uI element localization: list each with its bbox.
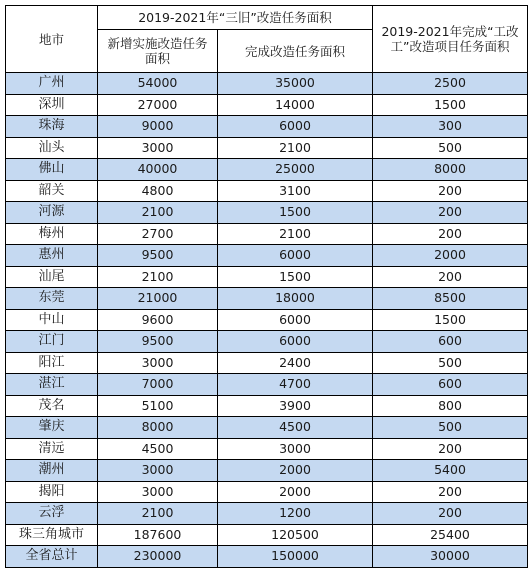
table-row: [6, 94, 528, 116]
new-task-cell: 187600: [98, 524, 218, 546]
city-cell: 汕头: [6, 137, 98, 159]
completed-task-cell: 25000: [218, 159, 373, 181]
new-task-cell: 7000: [98, 374, 218, 396]
gonggai-cell: 25400: [373, 524, 528, 546]
header-sanjiu-group: 2019-2021年“三旧”改造任务面积: [98, 6, 373, 30]
gonggai-cell: 200: [373, 223, 528, 245]
gonggai-cell: 200: [373, 481, 528, 503]
new-task-cell: 54000: [98, 73, 218, 95]
gonggai-cell: 8000: [373, 159, 528, 181]
city-cell: 汕尾: [6, 266, 98, 288]
city-cell: 珠三角城市: [6, 524, 98, 546]
city-cell: 全省总计: [6, 546, 98, 568]
gonggai-cell: 200: [373, 202, 528, 224]
gonggai-cell: 1500: [373, 94, 528, 116]
completed-task-cell: 18000: [218, 288, 373, 310]
gonggai-cell: 200: [373, 503, 528, 525]
new-task-cell: 3000: [98, 460, 218, 482]
table-row: [6, 524, 528, 546]
completed-task-cell: 3100: [218, 180, 373, 202]
table-row: [6, 223, 528, 245]
table-row: [6, 460, 528, 482]
new-task-cell: 4500: [98, 438, 218, 460]
completed-task-cell: 6000: [218, 331, 373, 353]
table-row: [6, 503, 528, 525]
header-new-task: 新增实施改造任务面积: [98, 30, 218, 73]
city-cell: 茂名: [6, 395, 98, 417]
new-task-cell: 2100: [98, 266, 218, 288]
new-task-cell: 21000: [98, 288, 218, 310]
completed-task-cell: 1500: [218, 266, 373, 288]
gonggai-cell: 500: [373, 137, 528, 159]
gonggai-cell: 600: [373, 331, 528, 353]
table-row: [6, 180, 528, 202]
new-task-cell: 2700: [98, 223, 218, 245]
completed-task-cell: 150000: [218, 546, 373, 568]
completed-task-cell: 2000: [218, 481, 373, 503]
city-cell: 阳江: [6, 352, 98, 374]
table-row: [6, 352, 528, 374]
gonggai-cell: 2000: [373, 245, 528, 267]
city-cell: 湛江: [6, 374, 98, 396]
table-row: [6, 546, 528, 568]
new-task-cell: 9600: [98, 309, 218, 331]
completed-task-cell: 4700: [218, 374, 373, 396]
new-task-cell: 9500: [98, 245, 218, 267]
new-task-cell: 27000: [98, 94, 218, 116]
table-row: [6, 137, 528, 159]
completed-task-cell: 2400: [218, 352, 373, 374]
table-row: [6, 202, 528, 224]
header-completed-task: 完成改造任务面积: [218, 30, 373, 73]
renovation-area-table: [5, 5, 528, 568]
gonggai-cell: 800: [373, 395, 528, 417]
city-cell: 清远: [6, 438, 98, 460]
table-row: [6, 374, 528, 396]
gonggai-cell: 30000: [373, 546, 528, 568]
completed-task-cell: 2100: [218, 137, 373, 159]
table-row: [6, 395, 528, 417]
gonggai-cell: 600: [373, 374, 528, 396]
city-cell: 揭阳: [6, 481, 98, 503]
city-cell: 肇庆: [6, 417, 98, 439]
table-row: [6, 481, 528, 503]
table-body: [6, 73, 528, 568]
gonggai-cell: 500: [373, 352, 528, 374]
completed-task-cell: 1200: [218, 503, 373, 525]
new-task-cell: 5100: [98, 395, 218, 417]
completed-task-cell: 2100: [218, 223, 373, 245]
table-row: [6, 73, 528, 95]
table-row: [6, 288, 528, 310]
new-task-cell: 9000: [98, 116, 218, 138]
completed-task-cell: 6000: [218, 245, 373, 267]
new-task-cell: 4800: [98, 180, 218, 202]
completed-task-cell: 14000: [218, 94, 373, 116]
table-row: [6, 116, 528, 138]
city-cell: 潮州: [6, 460, 98, 482]
new-task-cell: 9500: [98, 331, 218, 353]
completed-task-cell: 35000: [218, 73, 373, 95]
city-cell: 珠海: [6, 116, 98, 138]
new-task-cell: 40000: [98, 159, 218, 181]
completed-task-cell: 3900: [218, 395, 373, 417]
city-cell: 惠州: [6, 245, 98, 267]
new-task-cell: 230000: [98, 546, 218, 568]
gonggai-cell: 1500: [373, 309, 528, 331]
gonggai-cell: 5400: [373, 460, 528, 482]
header-city: 地市: [6, 6, 98, 73]
new-task-cell: 3000: [98, 352, 218, 374]
completed-task-cell: 3000: [218, 438, 373, 460]
new-task-cell: 3000: [98, 481, 218, 503]
city-cell: 广州: [6, 73, 98, 95]
gonggai-cell: 200: [373, 266, 528, 288]
city-cell: 江门: [6, 331, 98, 353]
city-cell: 佛山: [6, 159, 98, 181]
city-cell: 中山: [6, 309, 98, 331]
gonggai-cell: 300: [373, 116, 528, 138]
gonggai-cell: 500: [373, 417, 528, 439]
table-row: [6, 245, 528, 267]
new-task-cell: 8000: [98, 417, 218, 439]
completed-task-cell: 6000: [218, 116, 373, 138]
city-cell: 韶关: [6, 180, 98, 202]
table-row: [6, 331, 528, 353]
completed-task-cell: 1500: [218, 202, 373, 224]
city-cell: 河源: [6, 202, 98, 224]
header-gonggai: 2019-2021年完成“工改工”改造项目任务面积: [373, 6, 528, 73]
gonggai-cell: 8500: [373, 288, 528, 310]
completed-task-cell: 4500: [218, 417, 373, 439]
table-row: [6, 159, 528, 181]
table-row: [6, 266, 528, 288]
city-cell: 深圳: [6, 94, 98, 116]
completed-task-cell: 120500: [218, 524, 373, 546]
table-row: [6, 309, 528, 331]
new-task-cell: 2100: [98, 202, 218, 224]
gonggai-cell: 200: [373, 180, 528, 202]
completed-task-cell: 2000: [218, 460, 373, 482]
gonggai-cell: 2500: [373, 73, 528, 95]
city-cell: 梅州: [6, 223, 98, 245]
table-row: [6, 417, 528, 439]
completed-task-cell: 6000: [218, 309, 373, 331]
new-task-cell: 3000: [98, 137, 218, 159]
table-row: [6, 438, 528, 460]
new-task-cell: 2100: [98, 503, 218, 525]
city-cell: 云浮: [6, 503, 98, 525]
city-cell: 东莞: [6, 288, 98, 310]
gonggai-cell: 200: [373, 438, 528, 460]
